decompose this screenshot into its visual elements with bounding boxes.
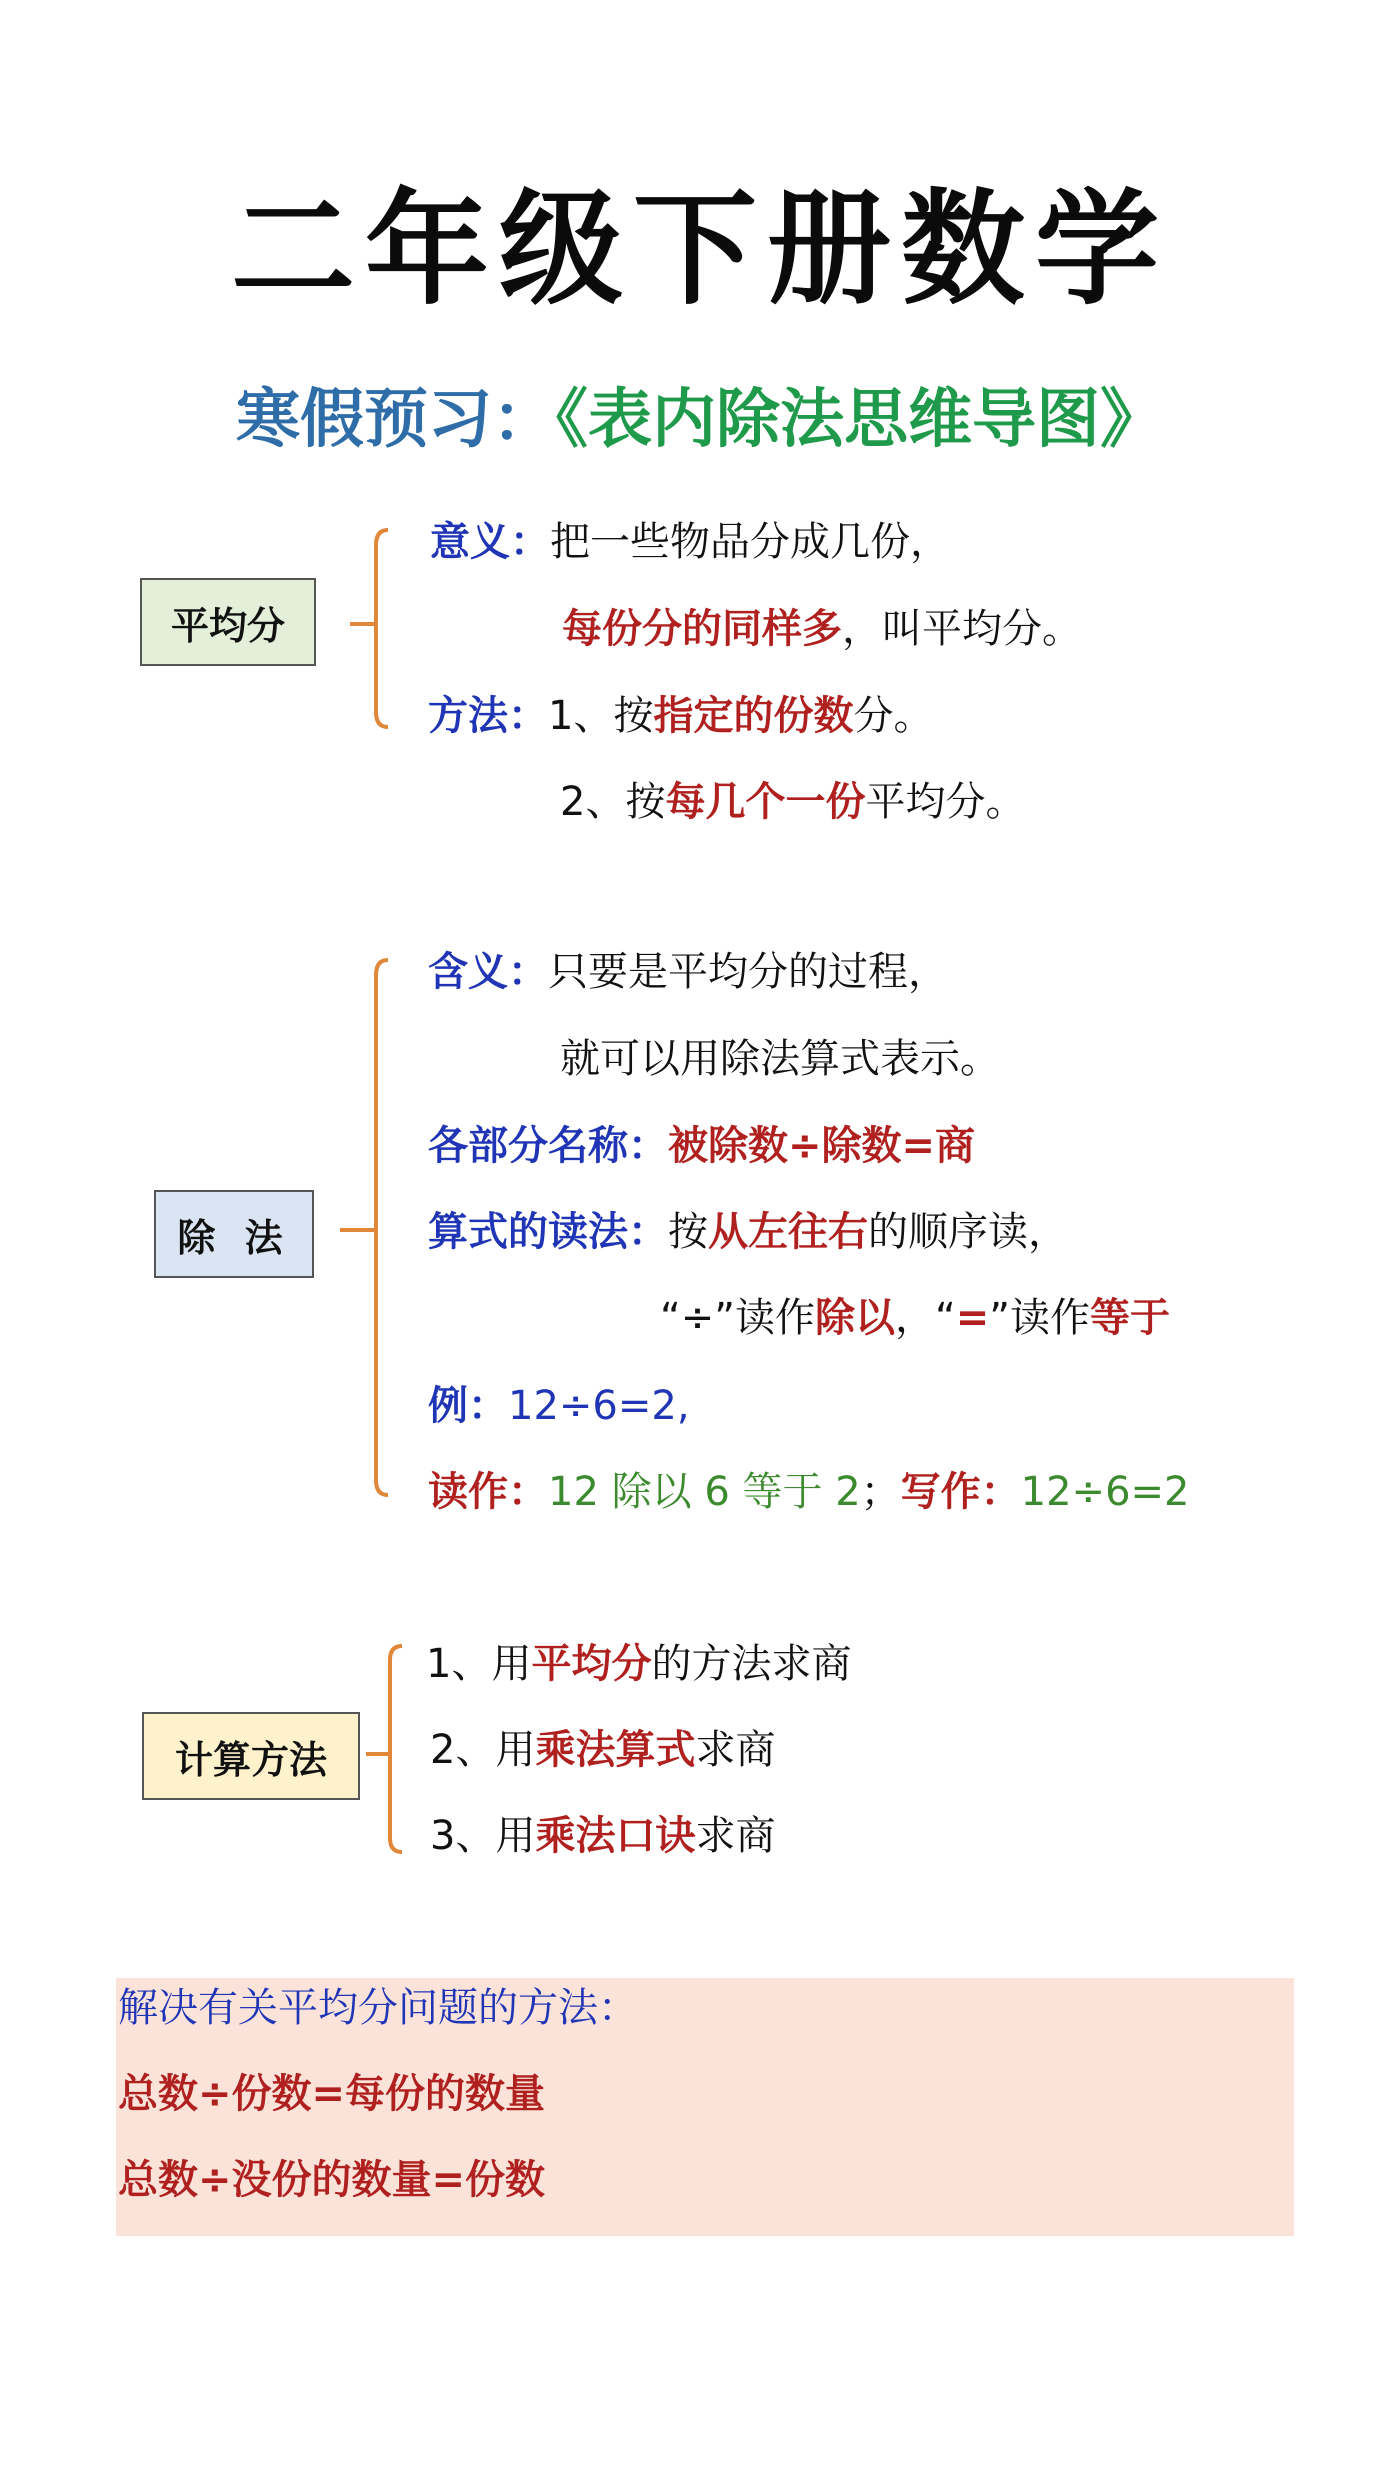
s2-example-line: 例：12÷6=2, (428, 1383, 690, 1429)
page-subtitle (0, 383, 1400, 457)
s1-method-line1: 方法：1、按指定的份数分。 (428, 693, 934, 739)
s2-parts-line: 各部分名称：被除数÷除数=商 (428, 1123, 976, 1169)
subtitle-main: 《表内除法思维导图》 (556, 383, 1164, 457)
note-heading: 解决有关平均分问题的方法： (118, 1985, 638, 2031)
s2-symbol-line: “÷”读作除以，“=”读作等于 (660, 1295, 1170, 1341)
s3-method3: 3、用乘法口诀求商 (430, 1813, 776, 1859)
node-label: 除 法 (177, 1215, 291, 1260)
node-box-calculation-methods (142, 1712, 360, 1800)
s1-meaning-line1: 意义：把一些物品分成几份， (430, 519, 950, 565)
node-box-average-division (140, 578, 316, 666)
s3-method1: 1、用平均分的方法求商 (426, 1641, 852, 1687)
s3-method2: 2、用乘法算式求商 (430, 1727, 776, 1773)
page-title: 二年级下册数学 (230, 178, 1169, 322)
s1-method-line2: 2、按每几个一份平均分。 (560, 779, 1026, 825)
note-formula-2: 总数÷没份的数量=份数 (118, 2157, 546, 2203)
s2-meaning-line2: 就可以用除法算式表示。 (560, 1036, 1000, 1082)
node-label: 平均分 (170, 603, 285, 648)
s2-meaning-line1: 含义：只要是平均分的过程， (428, 949, 948, 995)
node-box-division (154, 1190, 314, 1278)
s2-readas-line: 读作：12 除以 6 等于 2；写作：12÷6=2 (428, 1469, 1190, 1515)
subtitle-prefix: 寒假预习： (236, 383, 556, 457)
note-formula-1: 总数÷份数=每份的数量 (118, 2071, 546, 2117)
s1-meaning-line2: 每份分的同样多，叫平均分。 (562, 606, 1082, 652)
node-label: 计算方法 (174, 1737, 327, 1782)
s2-read-line: 算式的读法：按从左往右的顺序读， (428, 1209, 1068, 1255)
